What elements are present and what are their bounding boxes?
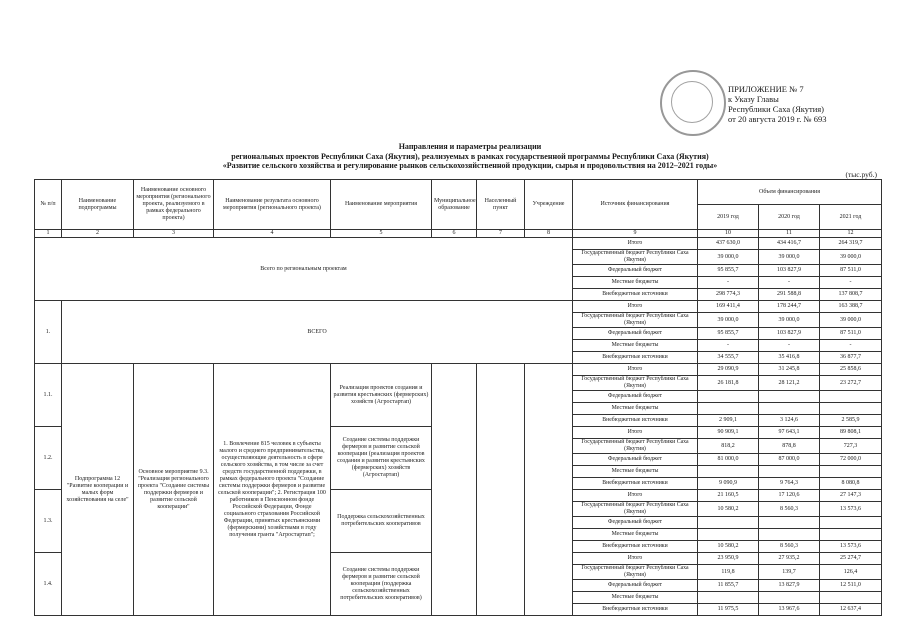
table-row: Федеральный бюджет 95 855,7 103 827,9 87 511,0 (35, 328, 882, 340)
table-row: Федеральный бюджет (35, 391, 882, 403)
table-row: Внебюджетные источники 2 909,1 3 124,6 2 585,9 (35, 415, 882, 427)
appendix-line-3: Республики Саха (Якутия) (728, 104, 825, 114)
event-name: Поддержка сельскохозяйственных потребительских кооперативов (331, 490, 432, 553)
table-row: Внебюджетные источники 298 774,3 291 588,8 137 808,7 (35, 289, 882, 301)
table-row: Федеральный бюджет 95 855,7 103 827,9 87 511,0 (35, 265, 882, 277)
col-2019-header: 2019 год (698, 205, 759, 230)
row-number: 1. (35, 301, 62, 364)
table-row: Всего по региональным проектам Итого 437 630,0 434 416,7 264 319,7 (35, 238, 882, 250)
subprogram-name: Подпрограмма 12 "Развитие кооперации и малых форм хозяйствования на селе" (62, 364, 134, 616)
appendix-number: ПРИЛОЖЕНИЕ № 7 (728, 84, 804, 94)
title-line-2: региональных проектов Республики Саха (Якутия), реализуемых в рамках государственной программы Республики Саха (Якутия) (231, 151, 709, 161)
table-row: Государственный бюджет Республики Саха (Якутия) 119,8 139,7 126,4 (35, 565, 882, 580)
col-2021-header: 2021 год (820, 205, 882, 230)
table-row: Государственный бюджет Республики Саха (Якутия) 39 000,0 39 000,0 39 000,0 (35, 250, 882, 265)
row-number: 1.2. (35, 427, 62, 490)
table-row: 1.1. Подпрограмма 12 "Развитие кооперации и малых форм хозяйствования на селе" Основное мероприятие 9.3. "Реализация регионального проекта "Создание системы поддержки фермеров и развитие сельской кооперации" 1. Вовлечение 815 человек в субъекты малого и среднего предпринимательства, осуществляющие деятельность в сфере сельского хозяйства, в том числе за счет средств государственной поддержки, в рамках федерального проекта "Создание системы поддержки фермеров и развитие сельской кооперации"; 2. Регистрация 100 работников в Пенсионном фонде Российской Федерации, Фонде социального страхования Российской Федерации, принятых крестьянскими (фермерскими) хозяйствами в году получения гранта "Агростартап"; Реализация проектов создания и развития крестьянских (фермерских) хозяйств (Агростартап) Итого 29 090,9 31 245,8 25 858,6 (35, 364, 882, 376)
table-row: Государственный бюджет Республики Саха (Якутия) 26 181,8 28 121,2 23 272,7 (35, 376, 882, 391)
table-row: Федеральный бюджет 81 000,0 87 000,0 72 000,0 (35, 454, 882, 466)
table-row: Внебюджетные источники 10 580,2 8 560,3 13 573,6 (35, 541, 882, 553)
funding-table (34, 179, 882, 616)
institution-cell (525, 364, 573, 616)
table-row: Федеральный бюджет 11 855,7 13 827,9 12 511,0 (35, 580, 882, 592)
table-row: Внебюджетные источники 34 555,7 35 416,8 36 877,7 (35, 352, 882, 364)
table-row: Федеральный бюджет (35, 517, 882, 529)
settlement-cell (477, 364, 525, 616)
col-2020-header: 2020 год (759, 205, 820, 230)
title-line-1: Направления и параметры реализации (398, 142, 542, 151)
col-institution-header: Учреждение (525, 180, 573, 230)
col-subprogram-header: Наименование подпрограммы (62, 180, 134, 230)
table-row: Местные бюджеты (35, 592, 882, 604)
table-row: Местные бюджеты (35, 466, 882, 478)
appendix-header (728, 84, 898, 124)
table-row: Местные бюджеты (35, 403, 882, 415)
municipality-cell (432, 364, 477, 616)
table-row: 1.4. Создание системы поддержки фермеров и развитие сельской кооперации (поддержка сельскохозяйственных потребительских кооперативов) Итого 23 950,9 27 935,2 25 274,7 (35, 553, 882, 565)
table-row: 1.2. Создание системы поддержки фермеров и развитие сельской кооперации (реализация проектов создания и развития крестьянских (фермерских) хозяйств (Агростартап) Итого 90 909,1 97 643,1 89 808,1 (35, 427, 882, 439)
row-number: 1.4. (35, 553, 62, 616)
event-name: Реализация проектов создания и развития крестьянских (фермерских) хозяйств (Агростартап) (331, 364, 432, 427)
block-total-label: ВСЕГО (62, 301, 573, 364)
table-row: Государственный бюджет Республики Саха (Якутия) 10 580,2 8 560,3 13 573,6 (35, 502, 882, 517)
table-row: Государственный бюджет Республики Саха (Якутия) 818,2 878,8 727,3 (35, 439, 882, 454)
total-projects-label: Всего по региональным проектам (35, 238, 573, 301)
row-number: 1.3. (35, 490, 62, 553)
table-row: Внебюджетные источники 11 975,5 13 967,6 12 637,4 (35, 604, 882, 616)
col-source-header: Источник финансирования (573, 180, 698, 230)
col-municipality-header: Муниципальное образование (432, 180, 477, 230)
appendix-line-4: от 20 августа 2019 г. № 693 (728, 114, 827, 124)
table-row: 1.3. Поддержка сельскохозяйственных потребительских кооперативов Итого 21 160,5 17 120,6 27 147,3 (35, 490, 882, 502)
col-result-header: Наименование результата основного мероприятия (регионального проекта) (214, 180, 331, 230)
title-line-3: «Развитие сельского хозяйства и регулирование рынков сельскохозяйственной продукции, сырья и продовольствия на 2012–2021 годы» (222, 161, 718, 170)
col-volume-header: Объем финансирования (698, 180, 882, 205)
column-index-row: 1 2 3 4 5 6 7 8 9 10 11 12 (35, 230, 882, 238)
col-num-header: № п/п (35, 180, 62, 230)
table-row: Государственный бюджет Республики Саха (Якутия) 39 000,0 39 000,0 39 000,0 (35, 313, 882, 328)
col-settlement-header: Населенный пункт (477, 180, 525, 230)
official-seal (660, 70, 726, 136)
col-event-header: Наименование мероприятия (331, 180, 432, 230)
table-row: Внебюджетные источники 9 090,9 9 764,3 8 080,8 (35, 478, 882, 490)
document-title (120, 142, 820, 171)
event-name: Создание системы поддержки фермеров и развитие сельской кооперации (поддержка сельскохозяйственных потребительских кооперативов) (331, 553, 432, 616)
row-number: 1.1. (35, 364, 62, 427)
table-row: Местные бюджеты (35, 529, 882, 541)
appendix-line-2: к Указу Главы (728, 94, 779, 104)
table-row: Местные бюджеты - - - (35, 340, 882, 352)
result-description: 1. Вовлечение 815 человек в субъекты малого и среднего предпринимательства, осуществляющие деятельность в сфере сельского хозяйства, в том числе за счет средств государственной поддержки, в рамках федерального проекта "Создание системы поддержки фермеров и развитие сельской кооперации"; 2. Регистрация 100 работников в Пенсионном фонде Российской Федерации, Фонде социального страхования Российской Федерации, принятых крестьянскими (фермерскими) хозяйствами в году получения гранта "Агростартап"; (214, 364, 331, 616)
units-label: (тыс.руб.) (845, 170, 877, 179)
table-row: Местные бюджеты - - - (35, 277, 882, 289)
event-name: Создание системы поддержки фермеров и развитие сельской кооперации (реализация проектов создания и развития крестьянских (фермерских) хозяйств (Агростартап) (331, 427, 432, 490)
main-event-name: Основное мероприятие 9.3. "Реализация регионального проекта "Создание системы поддержки фермеров и развитие сельской кооперации" (134, 364, 214, 616)
col-main-event-header: Наименование основного мероприятия (регионального проекта, реализуемого в рамках федерального проекта) (134, 180, 214, 230)
table-row: 1. ВСЕГО Итого 169 411,4 178 244,7 163 388,7 (35, 301, 882, 313)
